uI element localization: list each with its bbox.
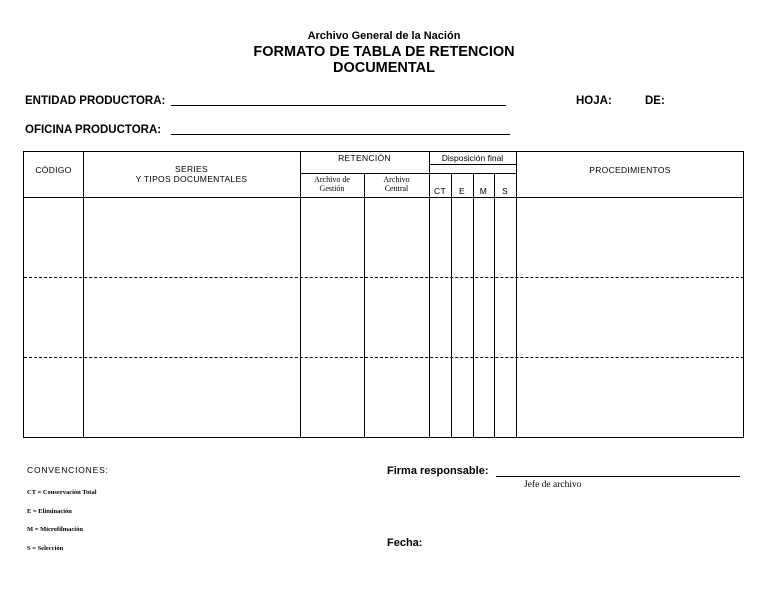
col-divider-ct [451,173,452,438]
header-series-line2: Y TIPOS DOCUMENTALES [135,174,248,184]
oficina-productora-label: OFICINA PRODUCTORA: [25,124,162,136]
entidad-productora-label: ENTIDAD PRODUCTORA: [25,95,166,107]
row-separator-1 [24,277,744,278]
convention-s: S = Selección [27,545,64,552]
header-subdivider [300,173,516,174]
oficina-productora-field[interactable] [171,134,510,135]
col-divider-s [516,152,517,438]
firma-responsable-field[interactable] [496,476,740,477]
header-archivo-gestion-line1: Archivo de [314,175,350,184]
header-archivo-central [364,175,429,193]
col-divider-gestion [364,173,365,438]
header-archivo-central-line2: Central [384,184,409,193]
convention-e: E = Eliminación [27,508,72,515]
col-divider-codigo [83,152,84,438]
retention-table [23,151,744,438]
header-archivo-gestion-line2: Gestión [319,184,345,193]
col-divider-series [300,152,301,438]
header-s: S [502,186,508,196]
convenciones-title: CONVENCIONES: [27,465,109,475]
header-procedimientos: PROCEDIMIENTOS [589,165,671,175]
disposicion-subdivider [429,164,516,165]
jefe-archivo-label: Jefe de archivo [524,480,582,490]
header-archivo-central-line1: Archivo [383,175,410,184]
header-m: M [479,186,488,196]
row-separator-2 [24,357,744,358]
form-title-line1: FORMATO DE TABLA DE RETENCION [253,44,515,60]
header-e: E [459,186,465,196]
header-series-line1: SERIES [175,164,208,174]
de-label: DE: [645,95,665,107]
header-archivo-gestion [300,175,364,193]
col-divider-e [473,173,474,438]
header-codigo: CÓDIGO [35,165,72,175]
header-retencion: RETENCIÓN [338,153,391,163]
firma-responsable-label: Firma responsable: [387,465,489,477]
header-disposicion-final: Disposición final [441,153,504,163]
hoja-label: HOJA: [576,95,612,107]
fecha-label: Fecha: [387,537,423,549]
organization-name: Archivo General de la Nación [307,30,461,42]
header-bottom-line [24,197,744,198]
form-title [0,44,768,76]
col-divider-m [494,173,495,438]
header-ct: CT [434,186,446,196]
convention-ct: CT = Conservación Total [27,489,97,496]
header-series [83,164,300,184]
convention-m: M = Microfilmación [27,526,83,533]
form-title-line2: DOCUMENTAL [332,60,436,76]
entidad-productora-field[interactable] [171,105,506,106]
